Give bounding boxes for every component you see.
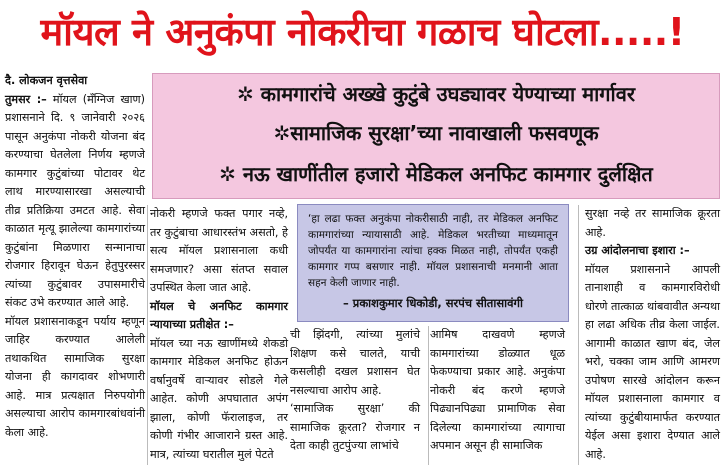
column-divider — [578, 205, 579, 465]
column-3 — [290, 326, 420, 456]
column-3-para-2: ‘सामाजिक सुरक्षा’ की सामाजिक क्रूरता? रोजगार न देता काही तुटपुंज्या लाभांचे — [290, 402, 420, 452]
subhead-3: ✲ नऊ खाणींतील हजारो मेडिकल अनफिट कामगार दुर्लक्षित — [219, 162, 653, 186]
column-1-para-1-text: मॉयल (मॅंग्निज खाण) प्रशासनाने दि. ९ जानेवारी २०२६ पासून अनुकंपा नोकरी योजना बंद करण्याचा घेतलेला निर्णय म्हणजे कामगार कुटुंबांच्या पोटावर थेट लाथ मारण्यासारखा असल्याची तीव्र प्रतिक्रिया उमटत आहे. सेवा काळात मृत्यू झालेल्या कामगारांच्या कुटुंबांना मिळणारा सन्मानाचा रोजगार हिरावून घेऊन हेतुपुरस्सर त्यांच्या कुटुंबावर उपासमारीचे संकट उभे करण्यात आले आहे. — [5, 92, 145, 309]
column-5-para-1: सुरक्षा नव्हे तर सामाजिक क्रूरता आहे. — [585, 207, 720, 239]
column-2-para-2: मॉयल च्या नऊ खाणींमध्ये शेकडो कामगार मेडिकल अनफिट होऊन वर्षानुवर्षे वाऱ्यावर सोडले गेले आहेत. कोणी अपघातात अपंग झाला, कोणी फॅरालाइज, तर कोणी गंभीर आजाराने ग्रस्त आहे. मात्र, त्यांच्या घरातील मुलं पेटते — [150, 336, 288, 461]
subhead-1: ✲ कामगारांचे अख्खे कुटुंबे उघड्यावर येण्याच्या मार्गावर — [236, 82, 636, 106]
column-5-subhead: उग्र आंदोलनाचा इशारा :– — [585, 244, 690, 257]
dateline: तुमसर :– — [5, 92, 47, 106]
subheads-box — [152, 73, 720, 199]
pull-quote-text: ‘हा लढा फक्त अनुकंपा नोकरीसाठी नाही, तर मेडिकल अनफिट कामगारांच्या न्यायासाठी आहे. मेडिकल भरतीच्या माध्यमातून जोपर्यंत या कामगारांना त्यांचा हक्क मिळत नाही, तोपर्यंत एकही कामगार गप्प बसणार नाही. मॉयल प्रशासनाची मनमानी आता सहन केली जाणार नाही. — [308, 213, 558, 289]
column-divider — [428, 326, 429, 465]
subhead-2: ✲सामाजिक सुरक्षा’च्या नावाखाली फसवणूक — [273, 121, 599, 145]
column-2-para-1: नोकरी म्हणजे फक्त पगार नव्हे, तर कुटुंबाचा आधारस्तंभ असतो, हे सत्य मॉयल प्रशासनाला कधी समजणार? असा संतप्त सवाल उपस्थित केला जात आहे. — [150, 207, 288, 294]
column-5 — [585, 205, 720, 464]
column-4 — [430, 326, 565, 456]
column-1-para-2: मॉयल प्रशासनाकडून पर्याय म्हणून जाहिर करण्यात आलेली तथाकथित सामाजिक सुरक्षा योजना ही कागदावर शोभणारी आहे. मात्र प्रत्यक्षात निरुपयोगी असल्याचा आरोप कामगारबांधवांनी केला आहे. — [5, 314, 145, 439]
column-1-para-1 — [5, 91, 145, 313]
column-2-subhead: मॉयल चे अनफिट कामगार न्यायाच्या प्रतीक्षेत :– — [150, 299, 288, 331]
column-3-para-1: ची झिंदगी, त्यांच्या मुलांचे शिक्षण कसे चालते, याची कसलीही दखल प्रशासन घेत नसल्याचा आरोप आहे. — [290, 328, 420, 397]
byline: दै. लोकजन वृत्तसेवा — [5, 74, 88, 87]
column-1 — [5, 72, 145, 442]
column-divider — [147, 205, 148, 465]
pull-quote — [297, 204, 569, 322]
column-2 — [150, 205, 288, 464]
pull-quote-author: – प्रकाशकुमार धिकोडी, सरपंच सीतासावंगी — [343, 296, 523, 310]
headline: मॉयल ने अनुकंपा नोकरीचा गळाच घोटला.....! — [0, 0, 725, 64]
column-5-para-2: मॉयल प्रशासनाने आपली तानाशाही व कामगारविरोधी धोरणे तात्काळ थांबवावीत अन्यथा हा लढा अधिक तीव्र केला जाईल. आगामी काळात खाण बंद, जेल भरो, चक्का जाम आणि आमरण उपोषण सारखे आंदोलन करून मॉयल प्रशासनाला कामगार व त्यांच्या कुटुंबीयामार्फत करण्यात येईल असा इशारा देण्यात आले आहे. — [585, 262, 720, 461]
column-4-para-1: आमिष दाखवणे म्हणजे कामगारांच्या डोळ्यात धूळ फेकण्याचा प्रकार आहे. अनुकंपा नोकरी बंद करणे म्हणजे पिढ्यानपिढ्या प्रामाणिक सेवा दिलेल्या कामगारांच्या त्यागाचा अपमान असून ही सामाजिक — [430, 328, 565, 452]
